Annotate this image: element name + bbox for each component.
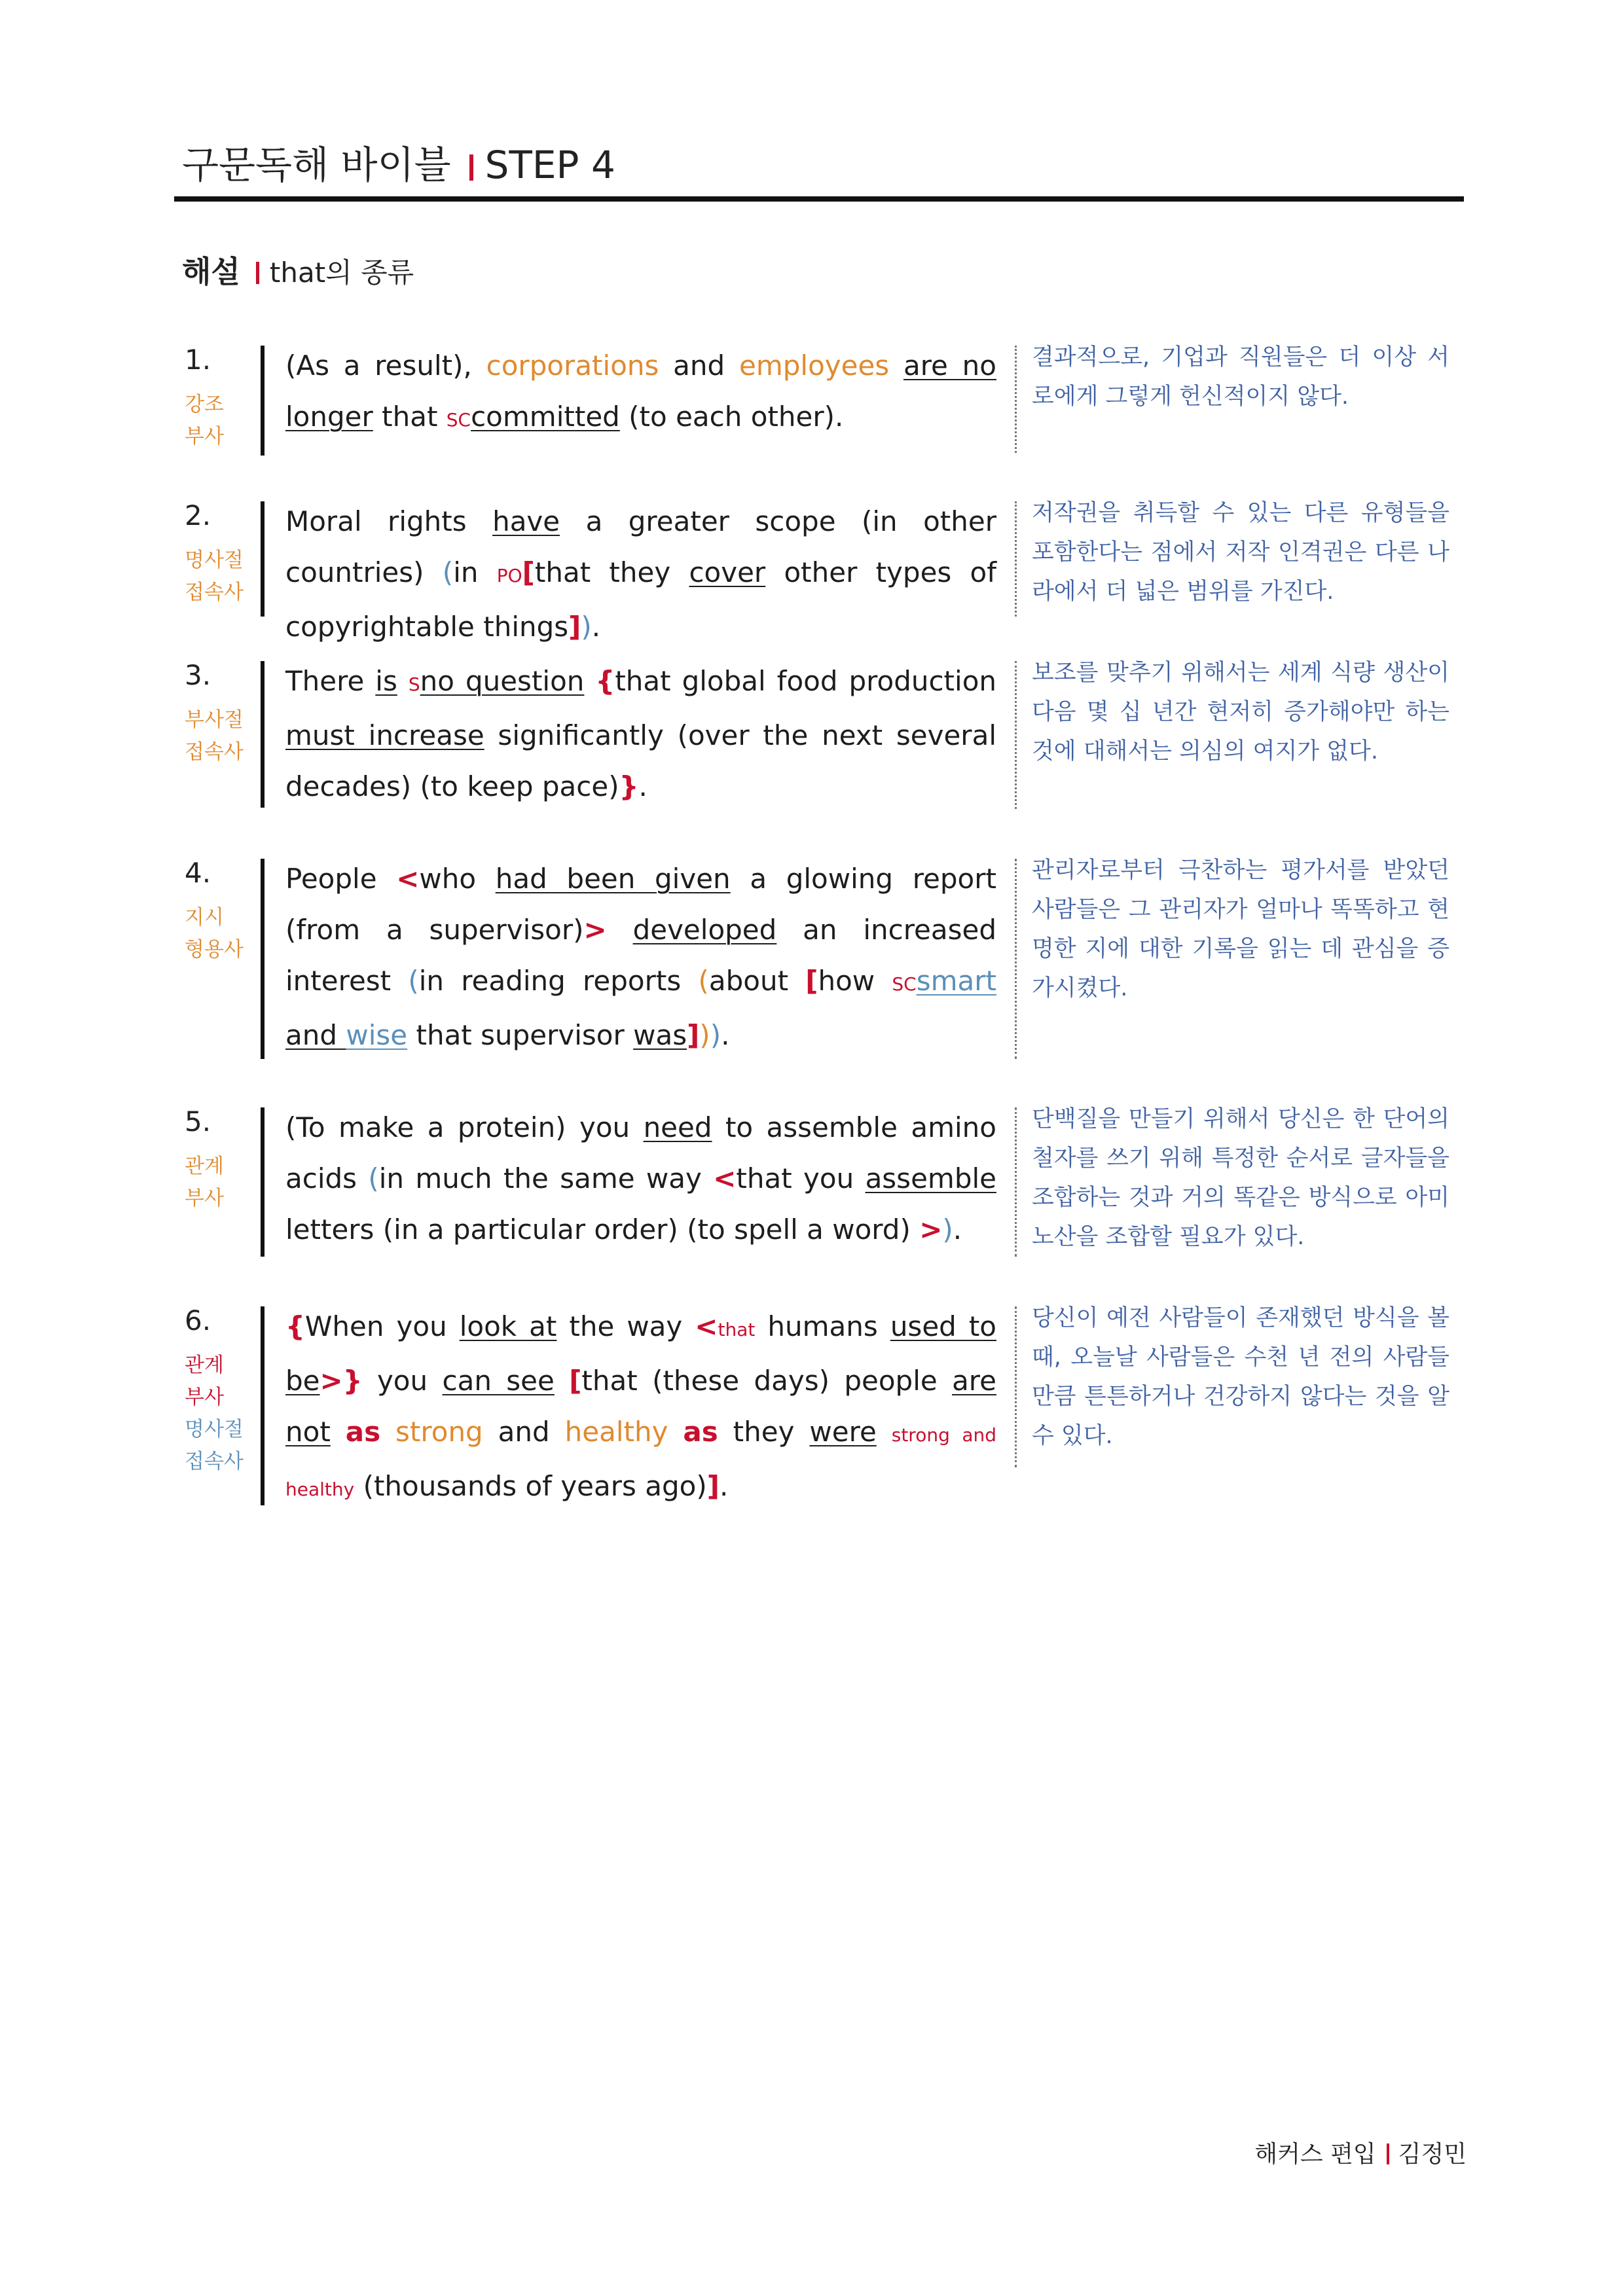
item-tags [185,704,244,768]
item-number: 2. [185,499,211,531]
item-tags [185,545,244,609]
english-sentence: (As a result), corporations and employees are no longer that SCcommitted (to each other). [285,350,996,433]
footer-separator [1387,2144,1389,2164]
item-number: 1. [185,344,211,376]
item-bar [261,501,264,617]
tag: 부사절 [185,708,244,732]
footer-publisher: 해커스 편입 [1254,2141,1376,2168]
item-tags [185,1151,224,1215]
english-sentence: (To make a protein) you need to assemble amino acids (in much the same way <that you assemble letters (in a particular order) (to spell a word) >). [285,1111,996,1246]
tag: 형용사 [185,938,244,961]
item-divider [1015,1107,1017,1257]
tag: 명사절 [185,548,244,572]
item-divider [1015,661,1017,809]
english-sentence: Moral rights have a greater scope (in other countries) (in PO[that they cover other types of copyrightable things]). [285,505,997,643]
item-bar [261,859,264,1059]
step-label: STEP 4 [484,143,615,187]
item-divider [1015,501,1017,617]
item-tags [185,902,244,966]
section-heading [182,249,414,296]
korean-translation: 관리자로부터 극찬하는 평가서를 받았던 사람들은 그 관리자가 얼마나 똑똑하고 현명한 지에 대한 기록을 읽는 데 관심을 증가시켰다. [1032,857,1450,1001]
header-rule [174,196,1464,202]
item-bar [261,1107,264,1257]
tag: 강조 [185,393,224,416]
tag: 접속사 [185,1450,244,1473]
item-divider [1015,1306,1017,1467]
item-number: 3. [185,659,211,691]
tag: 부사 [185,1386,224,1409]
tag: 접속사 [185,581,244,604]
tag: 부사 [185,1187,224,1210]
tag: 접속사 [185,740,244,764]
korean-translation: 당신이 예전 사람들이 존재했던 방식을 볼 때, 오늘날 사람들은 수천 년 전의 사람들만큼 튼튼하거나 건강하지 않다는 것을 알 수 있다. [1032,1305,1450,1449]
page-footer [1231,2135,1467,2174]
section-topic: that의 종류 [269,257,414,289]
item-divider [1015,859,1017,1059]
item-divider [1015,346,1017,453]
tag: 지시 [185,906,224,929]
tag: 부사 [185,425,224,448]
english-sentence: {When you look at the way <that humans used to be>} you can see [that (these days) people are not as strong and healthy as they were strong and healthy (thousands of years ago)]. [285,1310,997,1502]
korean-translation: 저작권을 취득할 수 있는 다른 유형들을 포함한다는 점에서 저작 인격권은 다른 나라에서 더 넓은 범위를 가진다. [1032,500,1450,605]
tag: 관계 [185,1155,224,1178]
item-tags [185,389,224,453]
title-text: 구문독해 바이블 [182,143,451,187]
section-separator [256,262,259,284]
korean-translation: 결과적으로, 기업과 직원들은 더 이상 서로에게 그렇게 헌신적이지 않다. [1032,344,1450,410]
footer-author: 김정민 [1398,2141,1467,2168]
english-sentence: There is Sno question {that global food production must increase significantly (over the next several decades) (to keep pace)}. [285,665,997,802]
item-number: 5. [185,1105,211,1138]
item-number: 6. [185,1304,211,1336]
tag: 명사절 [185,1418,244,1441]
section-label: 해설 [182,254,240,289]
item-bar [261,1306,264,1505]
tag: 관계 [185,1354,224,1377]
korean-translation: 보조를 맞추기 위해서는 세계 식량 생산이 다음 몇 십 년간 현저히 증가해야만 하는 것에 대해서는 의심의 여지가 없다. [1032,660,1450,764]
item-bar [261,346,264,456]
title-separator [469,154,473,181]
english-sentence: People <who had been given a glowing report (from a supervisor)> developed an increased interest (in reading reports (about [how SCsmart and wise that supervisor was])). [285,863,996,1051]
item-number: 4. [185,857,211,889]
page-title [182,139,615,191]
item-bar [261,661,264,808]
korean-translation: 단백질을 만들기 위해서 당신은 한 단어의 철자를 쓰기 위해 특정한 순서로 글자들을 조합하는 것과 거의 똑같은 방식으로 아미노산을 조합할 필요가 있다. [1032,1106,1450,1250]
item-tags [185,1350,244,1478]
